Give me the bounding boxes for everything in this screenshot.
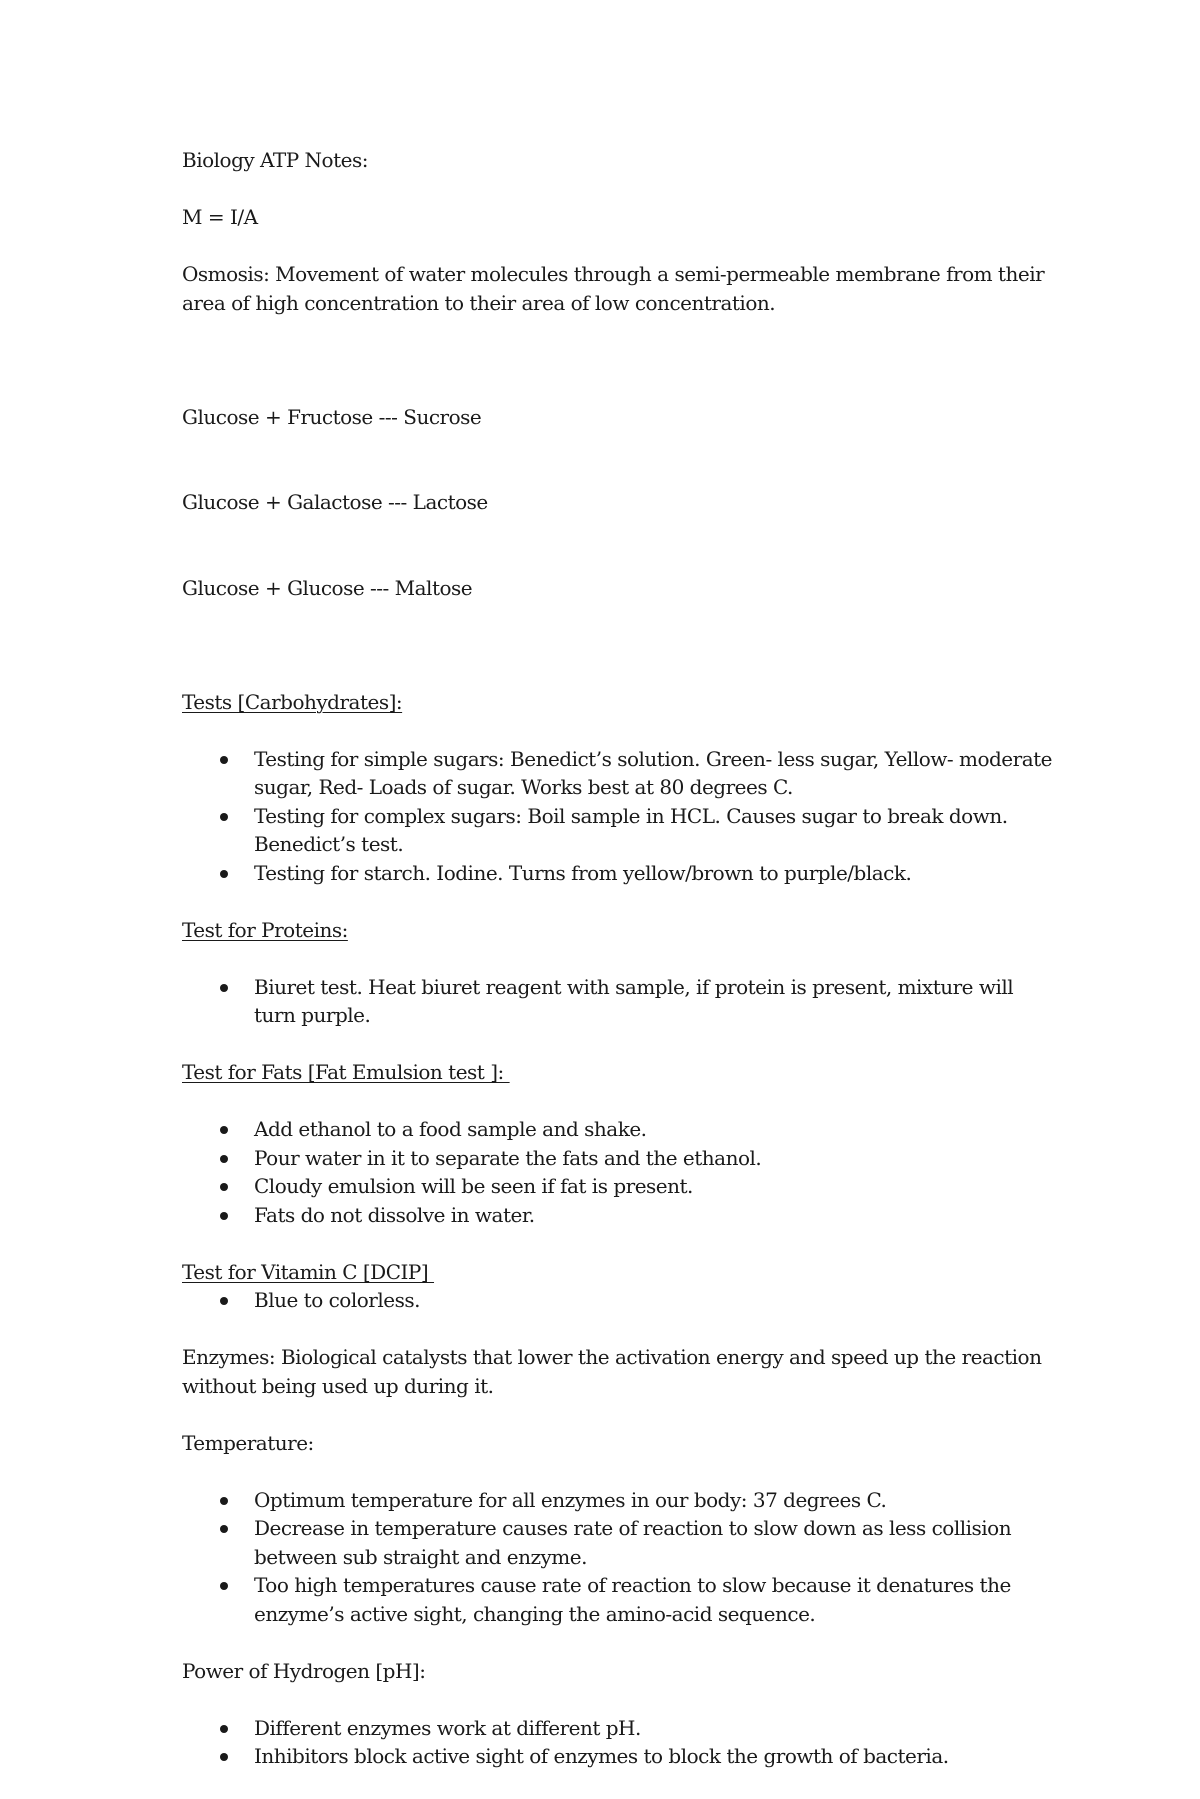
document-title: Biology ATP Notes: — [182, 148, 368, 172]
sugar-equation: Glucose + Galactose --- Lactose — [182, 490, 488, 514]
fat-test-heading-text: Test for Fats [Fat Emulsion test ]: — [182, 1060, 510, 1084]
temperature-list — [182, 1486, 1052, 1629]
list-item: Blue to colorless. — [182, 1286, 1052, 1315]
enzymes-definition: Enzymes: Biological catalysts that lower the activation energy and speed up the reaction without being used up during it. — [182, 1345, 1048, 1398]
carb-tests-heading-text: Tests [Carbohydrates]: — [182, 689, 403, 714]
vitamin-test-list — [182, 1286, 1052, 1315]
carb-tests-list — [182, 745, 1052, 888]
ph-heading: Power of Hydrogen [pH]: — [182, 1658, 426, 1683]
list-item: Fats do not dissolve in water. — [182, 1201, 1052, 1230]
list-item: Add ethanol to a food sample and shake. — [182, 1115, 1052, 1144]
list-item: Inhibitors block active sight of enzymes to block the growth of bacteria. — [182, 1742, 1052, 1771]
vitamin-test-heading-text: Test for Vitamin C [DCIP] — [182, 1259, 435, 1284]
carb-tests-heading — [182, 688, 1052, 717]
list-item: Decrease in temperature causes rate of reaction to slow down as less collision between sub straight and enzyme. — [182, 1514, 1052, 1571]
osmosis-definition: Osmosis: Movement of water molecules through a semi-permeable membrane from their area of high concentration to their area of low concentration. — [182, 262, 1051, 315]
list-item: Cloudy emulsion will be seen if fat is present. — [182, 1172, 1052, 1201]
list-item: Different enzymes work at different pH. — [182, 1714, 1052, 1743]
list-item: Testing for complex sugars: Boil sample in HCL. Causes sugar to break down. Benedict’s test. — [182, 802, 1052, 859]
sugar-equations — [182, 346, 1052, 660]
document-body — [182, 146, 1052, 1799]
list-item: Testing for simple sugars: Benedict’s solution. Green- less sugar, Yellow- moderate sugar, Red- Loads of sugar. Works best at 80 degrees C. — [182, 745, 1052, 802]
list-item: Optimum temperature for all enzymes in our body: 37 degrees C. — [182, 1486, 1052, 1515]
protein-test-heading — [182, 916, 1052, 945]
list-item: Testing for starch. Iodine. Turns from yellow/brown to purple/black. — [182, 859, 1052, 888]
list-item: Too high temperatures cause rate of reaction to slow because it denatures the enzyme’s active sight, changing the amino-acid sequence. — [182, 1571, 1052, 1628]
protein-test-heading-text: Test for Proteins: — [182, 917, 348, 942]
sugar-equation: Glucose + Fructose --- Sucrose — [182, 404, 482, 429]
protein-test-list — [182, 973, 1052, 1030]
fat-test-list — [182, 1115, 1052, 1229]
list-item: Pour water in it to separate the fats and the ethanol. — [182, 1144, 1052, 1173]
temperature-heading: Temperature: — [182, 1430, 314, 1455]
ph-list — [182, 1714, 1052, 1771]
formula-line: M = I/A — [182, 205, 258, 229]
vitamin-test-heading — [182, 1258, 1052, 1287]
list-item: Biuret test. Heat biuret reagent with sample, if protein is present, mixture will turn purple. — [182, 973, 1052, 1030]
sugar-equation: Glucose + Glucose --- Maltose — [182, 575, 473, 600]
fat-test-heading — [182, 1058, 1052, 1087]
